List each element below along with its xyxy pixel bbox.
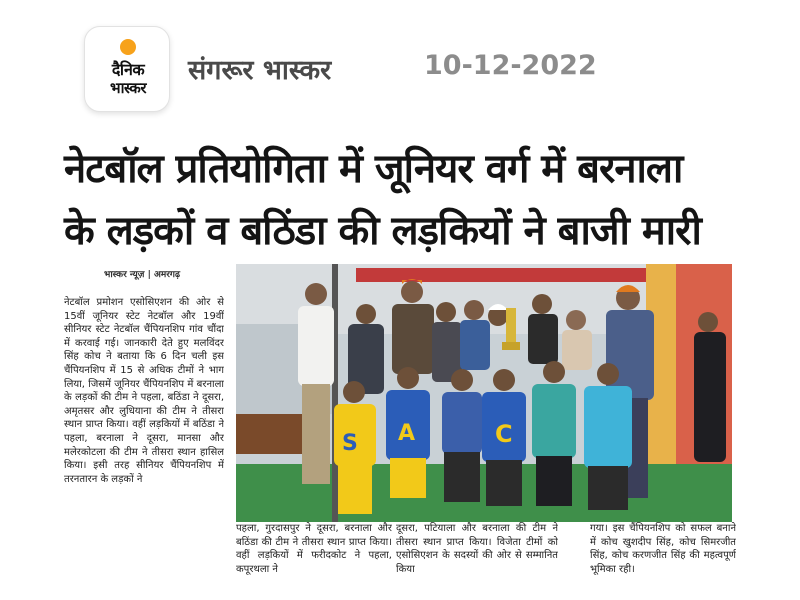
dainik-bhaskar-logo: [84, 26, 170, 112]
article-column-1: नेटबॉल प्रमोशन एसोसिएशन की ओर से 15वीं जूनियर स्टेट नेटबॉल और 19वीं सीनियर स्टेट नेटबॉल चैंपियनशिप गांव चौंदा में करवाई गई। जानकारी देते हुए मलविंदर सिंह कोच ने बताया कि 6 दिन चली इस चैंपियनशिप में 15 से अधिक टीमों ने भाग लिया, जिसमें जूनियर चैंपियनशिप में बरनाला के लड़कों की टीम ने पहला, बठिंडा ने दूसरा, अमृतसर और लुधियाना की टीम ने तीसरा स्थान प्राप्त किया। वहीं लड़कियों में बठिंडा ने पहला, बरनाला ने दूसरा, मानसा और मलेरकोटला की टीम ने तीसरा स्थान हासिल किया। इसी तरह सीनियर चैंपियनशिप में तरनतारन के लड़कों ने: [64, 297, 224, 485]
jersey-letter-3: C: [495, 420, 513, 448]
logo-sun-icon: [120, 39, 136, 55]
jersey-letter-1: S: [342, 431, 358, 456]
headline-line-1: नेटबॉल प्रतियोगिता में जूनियर वर्ग में बरनाला: [64, 146, 683, 192]
article-column-2: पहला, गुरदासपुर ने दूसरा, बरनाला और बठिंडा की टीम ने तीसरा स्थान प्राप्त किया। वहीं लड़कियों में फरीदकोट ने पहला, कपूरथला ने: [236, 523, 392, 575]
edition-date: 10-12-2022: [424, 50, 597, 81]
jersey-letter-2: A: [398, 421, 416, 446]
article-column-4: गया। इस चैंपियनशिप को सफल बनाने में कोच खुशदीप सिंह, कोच सिमरजीत सिंह, कोच करणजीत सिंह की महत्वपूर्ण भूमिका रही।: [590, 523, 736, 575]
byline: भास्कर न्यूज़ | अमरगढ़: [104, 270, 181, 280]
headline: [64, 138, 744, 262]
logo-text-line2: भास्कर: [110, 79, 146, 97]
headline-line-2: के लड़कों व बठिंडा की लड़कियों ने बाजी मारी: [64, 208, 701, 254]
photo-illustration: [236, 264, 732, 522]
team-photo: [236, 264, 732, 522]
edition-name: संगरूर भास्कर: [188, 55, 332, 86]
logo-text-line1: दैनिक: [111, 60, 145, 79]
article-column-3: दूसरा, पटियाला और बरनाला की टीम ने तीसरा स्थान प्राप्त किया। विजेता टीमों को एसोसिएशन के सदस्यों की ओर से सम्मानित किया: [396, 523, 558, 575]
